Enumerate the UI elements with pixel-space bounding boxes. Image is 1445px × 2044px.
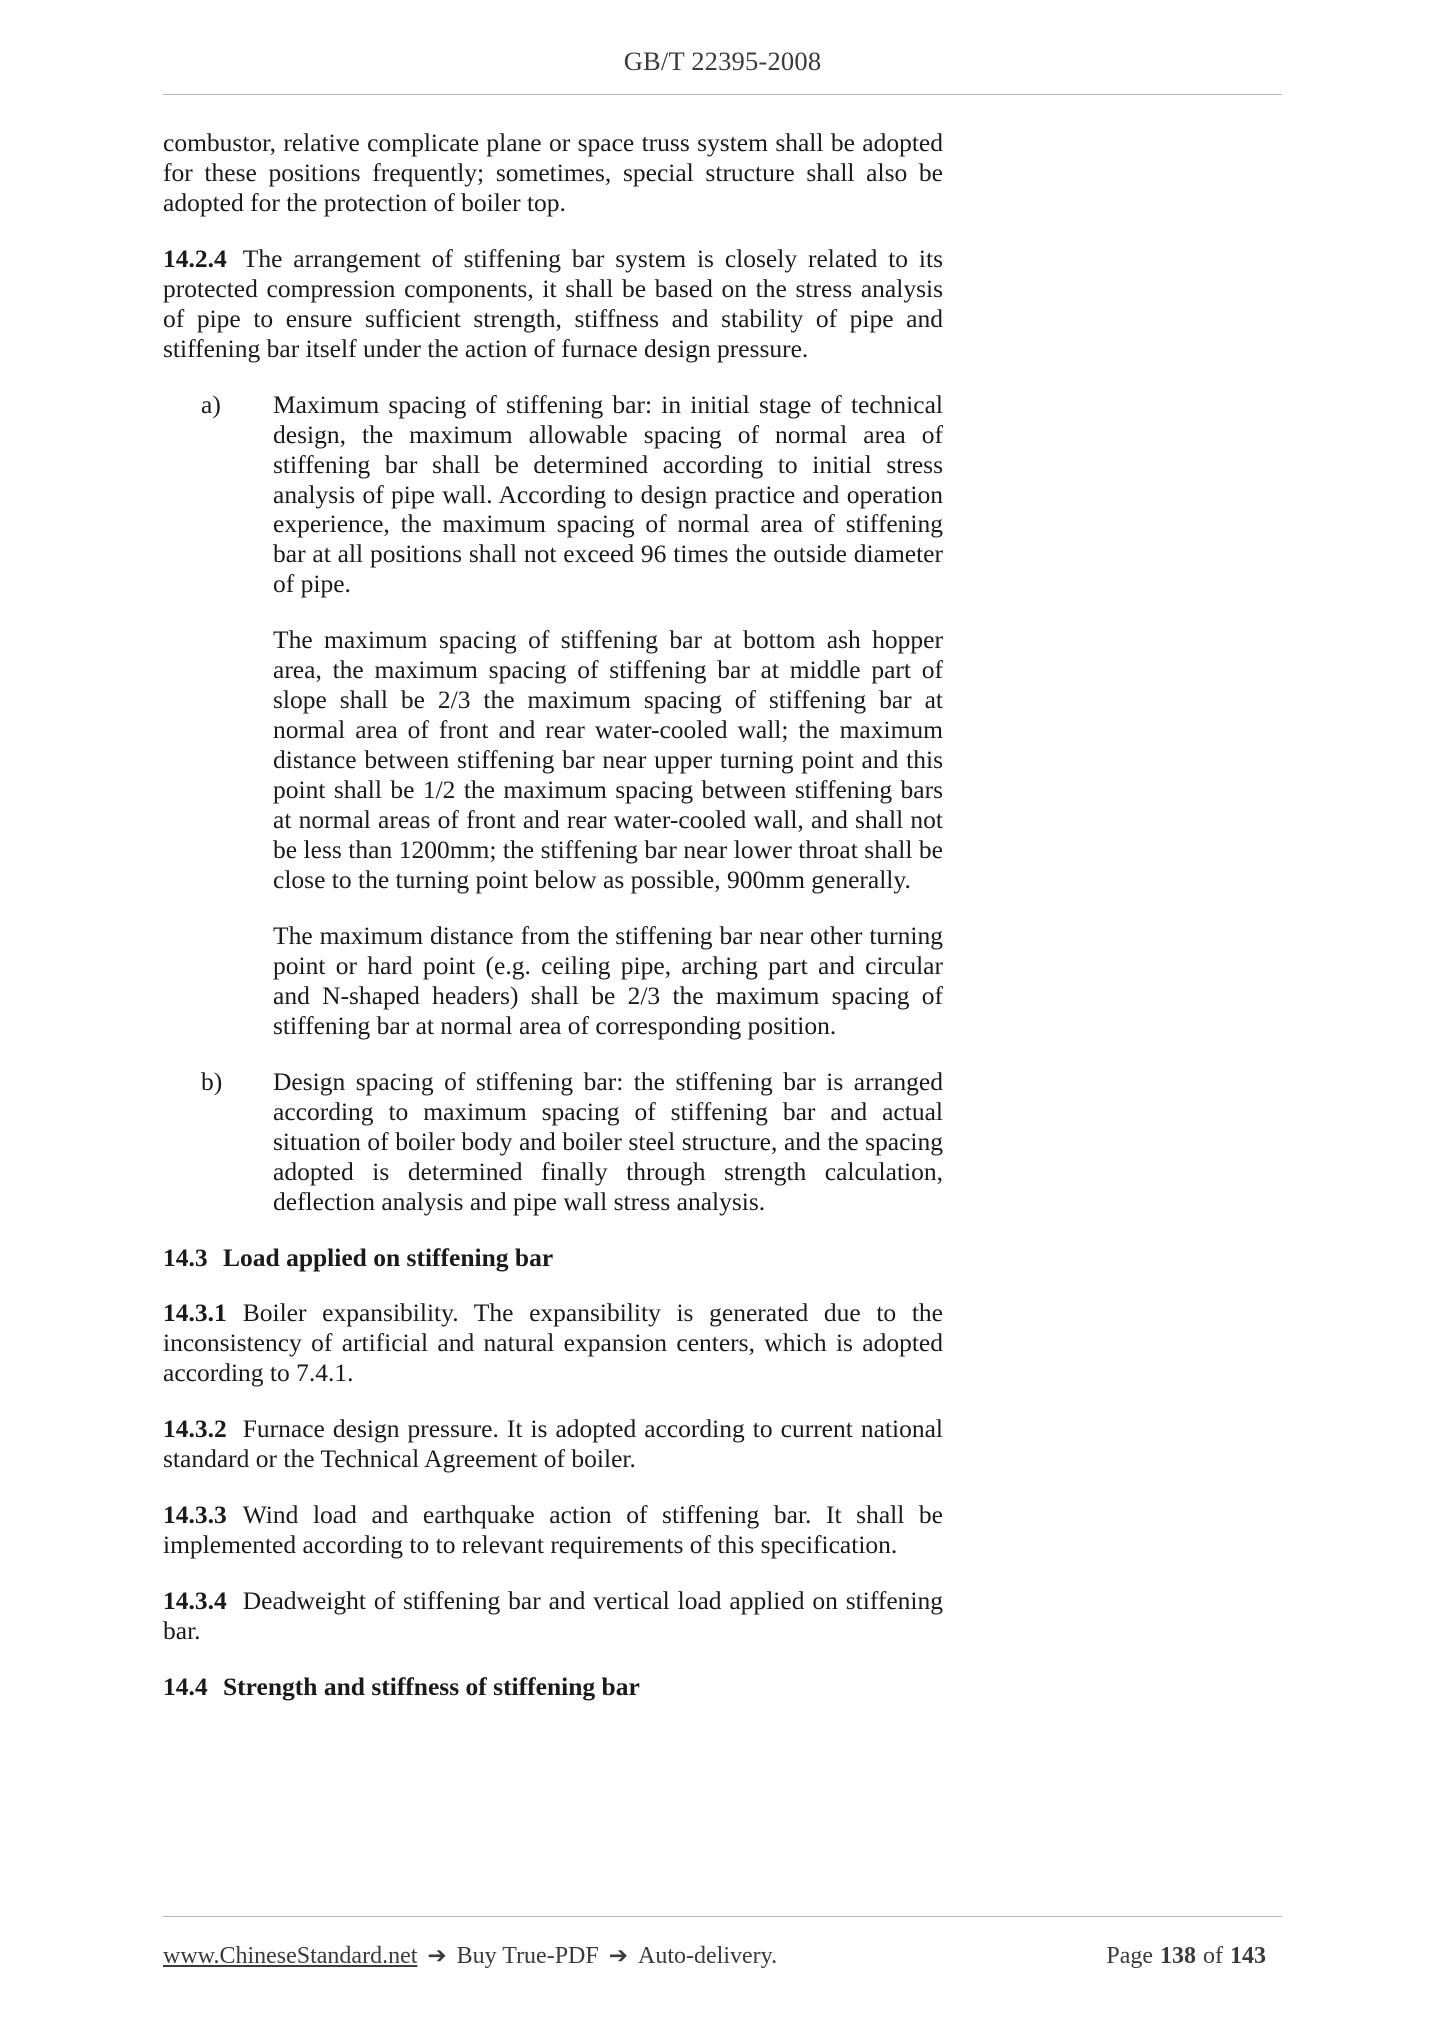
clause-text: Boiler expansibility. The expansibility is generated due to the inconsistency of artificial and natural expansion centers, which is adopted according to 7.4.1. [163, 1298, 943, 1388]
page-header [163, 48, 1282, 102]
document-body [163, 128, 943, 1728]
clause-14-3-3 [163, 1500, 943, 1560]
footer-divider [163, 1916, 1282, 1917]
list-item-paragraph: Design spacing of stiffening bar: the stiffening bar is arranged according to maximum spacing of stiffening bar and actual situation of boiler body and boiler steel structure, and the spacing adopted is determined finally through strength calculation, deflection analysis and pipe wall stress analysis. [273, 1066, 943, 1216]
section-heading-14-4 [163, 1672, 943, 1702]
total-page-number: 143 [1230, 1942, 1266, 1969]
lettered-list [163, 390, 943, 1217]
intro-paragraph: combustor, relative complicate plane or space truss system shall be adopted for these positions frequently; sometimes, special structure shall also be adopted for the protection of boiler top. [163, 128, 943, 217]
clause-text: Deadweight of stiffening bar and vertical load applied on stiffening bar. [163, 1586, 943, 1646]
clause-14-3-1 [163, 1298, 943, 1388]
page-word-label: Page [1106, 1942, 1153, 1969]
section-heading-14-3 [163, 1243, 943, 1273]
clause-14-2-4 [163, 244, 943, 364]
arrow-right-icon: ➔ [427, 1942, 447, 1968]
clause-number: 14.3.3 [163, 1500, 227, 1530]
clause-number: 14.3.1 [163, 1298, 227, 1328]
header-divider [163, 94, 1282, 95]
arrow-right-icon: ➔ [608, 1942, 629, 1968]
clause-14-3-4 [163, 1586, 943, 1646]
clause-number: 14.2.4 [163, 243, 227, 273]
website-link[interactable]: www.ChineseStandard.net [163, 1942, 418, 1969]
standard-number-title: GB/T 22395-2008 [623, 46, 822, 76]
current-page-number: 138 [1160, 1942, 1196, 1969]
section-heading-title: Load applied on stiffening bar [223, 1242, 554, 1272]
list-marker-b: b) [201, 1066, 223, 1096]
page-indicator [1103, 1943, 1282, 1969]
clause-number: 14.3.2 [163, 1414, 227, 1444]
page-footer [163, 1916, 1282, 1969]
list-marker-a: a) [201, 389, 221, 419]
list-item [201, 390, 943, 1041]
clause-text: Wind load and earthquake action of stiffening bar. It shall be implemented according to to relevant requirements of this specification. [163, 1500, 943, 1560]
footer-promo [163, 1943, 777, 1969]
clause-text: Furnace design pressure. It is adopted according to current national standard or the Technical Agreement of boiler. [163, 1414, 943, 1474]
of-word-label: of [1203, 1942, 1223, 1969]
list-item-paragraph: The maximum distance from the stiffening bar near other turning point or hard point (e.g. ceiling pipe, arching part and circular and N-shaped headers) shall be 2/3 the maximum spacing of stiffening bar at normal area of corresponding position. [273, 920, 943, 1040]
list-item-paragraph: Maximum spacing of stiffening bar: in initial stage of technical design, the maximum allowable spacing of normal area of stiffening bar shall be determined according to initial stress analysis of pipe wall. According to design practice and operation experience, the maximum spacing of normal area of stiffening bar at all positions shall not exceed 96 times the outside diameter of pipe. [273, 389, 943, 599]
section-heading-number: 14.4 [163, 1672, 208, 1702]
section-heading-number: 14.3 [163, 1242, 208, 1272]
clause-14-3-2 [163, 1414, 943, 1474]
clause-text: The arrangement of stiffening bar system is closely related to its protected compression components, it shall be based on the stress analysis of pipe to ensure sufficient strength, stiffness and stability of pipe and stiffening bar itself under the action of furnace design pressure. [163, 243, 943, 363]
buy-label: Buy True-PDF [456, 1942, 599, 1969]
section-heading-title: Strength and stiffness of stiffening bar [223, 1672, 640, 1702]
list-item [201, 1067, 943, 1217]
list-item-paragraph: The maximum spacing of stiffening bar at bottom ash hopper area, the maximum spacing of stiffening bar at middle part of slope shall be 2/3 the maximum spacing of stiffening bar at normal area of front and rear water-cooled wall; the maximum distance between stiffening bar near upper turning point and this point shall be 1/2 the maximum spacing between stiffening bars at normal areas of front and rear water-cooled wall, and shall not be less than 1200mm; the stiffening bar near lower throat shall be close to the turning point below as possible, 900mm generally. [273, 625, 943, 894]
clause-number: 14.3.4 [163, 1586, 227, 1616]
delivery-label: Auto-delivery. [638, 1942, 778, 1969]
footer-row [163, 1943, 1282, 1969]
